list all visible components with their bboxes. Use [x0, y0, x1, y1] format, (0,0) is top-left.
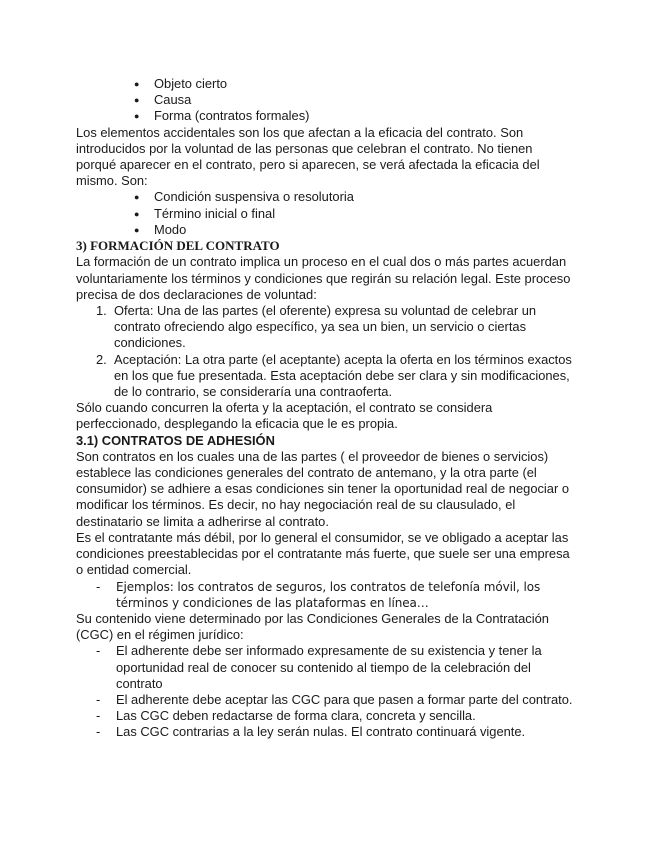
- accidental-elements-list: [76, 189, 576, 238]
- document-body: [76, 76, 576, 741]
- formacion-steps-list: [76, 303, 576, 400]
- list-item: ● Forma (contratos formales): [76, 108, 576, 124]
- adhesion-paragraph-1: Son contratos en los cuales una de las partes ( el proveedor de bienes o servicios) establece las condiciones generales del contrato de antemano, y la otra parte (el consumidor) se adhiere a esas condiciones sin tener la oportunidad real de negociar o modificar los términos. Es decir, no hay negociación real de su clausulado, el destinatario se limita a adherirse al contrato.: [76, 448, 570, 529]
- list-item: ● Causa: [76, 92, 576, 108]
- examples-list: [76, 579, 576, 611]
- list-item: ● Modo: [76, 222, 576, 238]
- list-item-text: Aceptación: La otra parte (el aceptante) acepta la oferta en los términos exactos en los que fue presentada. Esta aceptación debe ser clara y sin modificaciones, de lo contrario, se consideraría una contraoferta.: [114, 351, 572, 400]
- list-item: [76, 352, 576, 401]
- list-number: 1.: [96, 303, 107, 319]
- accidental-elements-paragraph: Los elementos accidentales son los que afectan a la eficacia del contrato. Son introducidos por la voluntad de las personas que celebran el contrato. No tienen porqué aparecer en el contrato, pero si aparecen, se verá afectada la eficacia del mismo. Son:: [76, 124, 540, 189]
- list-item: ● Condición suspensiva o resolutoria: [76, 189, 576, 205]
- list-item-text: Oferta: Una de las partes (el oferente) expresa su voluntad de celebrar un contrato ofreciendo algo específico, ya sea un bien, un servicio o ciertas condiciones.: [114, 303, 537, 351]
- section-heading-adhesion: 3.1) CONTRATOS DE ADHESIÓN: [76, 432, 275, 448]
- list-item: - El adherente debe aceptar las CGC para que pasen a formar parte del contrato.: [76, 692, 576, 708]
- essential-elements-list: [76, 76, 576, 125]
- cgc-intro-paragraph: Su contenido viene determinado por las Condiciones Generales de la Contratación (CGC) en el régimen jurídico:: [76, 610, 549, 643]
- list-item: [76, 303, 576, 352]
- list-item: ● Objeto cierto: [76, 76, 576, 92]
- list-item: ● Término inicial o final: [76, 206, 576, 222]
- formacion-intro-paragraph: La formación de un contrato implica un proceso en el cual dos o más partes acuerdan voluntariamente los términos y condiciones que regirán su relación legal. Este proceso precisa de dos declaraciones de voluntad:: [76, 254, 571, 302]
- list-item: - Las CGC deben redactarse de forma clara, concreta y sencilla.: [76, 708, 576, 724]
- formacion-conclusion-paragraph: Sólo cuando concurren la oferta y la aceptación, el contrato se considera perfeccionado, desplegando la eficacia que le es propia.: [76, 400, 493, 432]
- list-item: - El adherente debe ser informado expresamente de su existencia y tener la oportunidad real de conocer su contenido al tiempo de la celebración del contrato: [76, 643, 576, 692]
- cgc-rules-list: [76, 643, 576, 740]
- list-item: - Las CGC contrarias a la ley serán nulas. El contrato continuará vigente.: [76, 724, 576, 740]
- section-heading-formacion: 3) FORMACIÓN DEL CONTRATO: [76, 238, 280, 254]
- list-number: 2.: [96, 351, 107, 367]
- list-item: - Ejemplos: los contratos de seguros, los contratos de telefonía móvil, los términos y condiciones de las plataformas en línea…: [76, 579, 576, 611]
- adhesion-paragraph-2: Es el contratante más débil, por lo general el consumidor, se ve obligado a aceptar las condiciones preestablecidas por el contratante más fuerte, que suele ser una empresa o entidad comercial.: [76, 529, 570, 578]
